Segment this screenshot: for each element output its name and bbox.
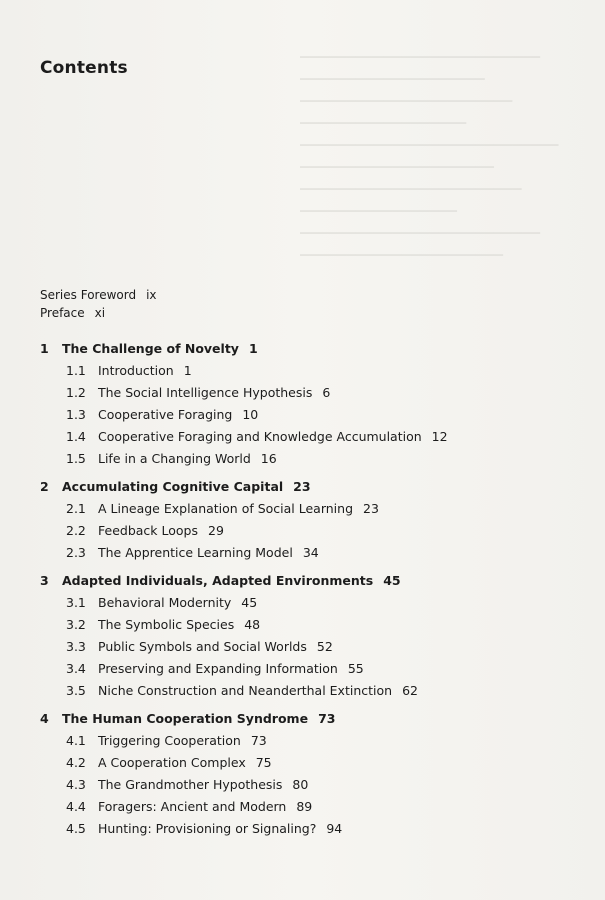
chapter-heading	[40, 708, 580, 730]
chapter-page: 45	[383, 573, 401, 588]
section-entry	[40, 636, 580, 658]
section-title: Behavioral Modernity	[98, 595, 232, 610]
section-number: 1.1	[66, 363, 86, 378]
section-title: Niche Construction and Neanderthal Extinction	[98, 683, 393, 698]
chapter-number: 2	[40, 479, 49, 494]
section-page: 48	[244, 617, 261, 632]
entry-page: xi	[94, 306, 106, 320]
chapter-entry	[40, 708, 580, 840]
section-entry	[40, 818, 580, 840]
section-title: Introduction	[98, 363, 174, 378]
section-page: 55	[347, 661, 364, 676]
entry-title: Series Foreword	[40, 288, 137, 302]
chapter-title: Adapted Individuals, Adapted Environments	[62, 573, 374, 588]
section-page: 12	[431, 429, 448, 444]
section-number: 3.5	[66, 683, 86, 698]
section-entry	[40, 680, 580, 702]
running-head	[0, 0, 605, 20]
section-title: A Cooperation Complex	[98, 755, 246, 770]
section-page: 34	[302, 545, 319, 560]
section-page: 52	[316, 639, 333, 654]
section-number: 4.2	[66, 755, 86, 770]
section-page: 23	[363, 501, 379, 516]
section-title: The Apprentice Learning Model	[98, 545, 293, 560]
section-title: Cooperative Foraging	[98, 407, 233, 422]
section-number: 2.3	[66, 545, 86, 560]
page-title: Contents	[40, 58, 128, 78]
front-matter-list	[40, 286, 157, 322]
front-matter-entry	[40, 286, 157, 304]
section-page: 73	[250, 733, 267, 748]
section-number: 1.2	[66, 385, 86, 400]
section-entry	[40, 426, 580, 448]
section-title: Triggering Cooperation	[98, 733, 241, 748]
section-title: Feedback Loops	[98, 523, 198, 538]
section-entry	[40, 360, 580, 382]
section-page: 62	[402, 683, 418, 698]
section-page: 10	[242, 407, 259, 422]
chapter-heading	[40, 476, 580, 498]
section-page: 29	[208, 523, 224, 538]
section-page: 6	[322, 385, 331, 400]
chapter-title: The Human Cooperation Syndrome	[62, 711, 309, 726]
section-number: 4.1	[66, 733, 86, 748]
chapter-title: Accumulating Cognitive Capital	[62, 479, 284, 494]
section-number: 3.4	[66, 661, 86, 676]
section-page: 45	[241, 595, 258, 610]
section-page: 94	[326, 821, 343, 836]
section-title: The Social Intelligence Hypothesis	[98, 385, 313, 400]
section-entry	[40, 752, 580, 774]
section-entry	[40, 448, 580, 470]
chapter-number: 1	[40, 341, 49, 356]
section-title: Life in a Changing World	[98, 451, 251, 466]
section-number: 1.3	[66, 407, 86, 422]
chapter-page: 73	[318, 711, 336, 726]
section-page: 80	[292, 777, 309, 792]
section-entry	[40, 382, 580, 404]
chapter-heading	[40, 338, 580, 360]
chapter-page: 1	[248, 341, 258, 356]
section-title: Cooperative Foraging and Knowledge Accumulation	[98, 429, 422, 444]
section-entry	[40, 542, 580, 564]
section-entry	[40, 614, 580, 636]
section-number: 4.3	[66, 777, 86, 792]
section-title: Foragers: Ancient and Modern	[98, 799, 287, 814]
section-number: 4.5	[66, 821, 86, 836]
section-number: 3.1	[66, 595, 86, 610]
section-page: 89	[296, 799, 313, 814]
section-number: 1.5	[66, 451, 86, 466]
section-title: A Lineage Explanation of Social Learning	[98, 501, 354, 516]
section-title: Public Symbols and Social Worlds	[98, 639, 307, 654]
chapter-heading	[40, 570, 580, 592]
chapter-number: 4	[40, 711, 49, 726]
section-number: 2.1	[66, 501, 86, 516]
section-number: 3.2	[66, 617, 86, 632]
section-entry	[40, 774, 580, 796]
section-title: The Grandmother Hypothesis	[98, 777, 283, 792]
show-through-texture: ▁▁▁▁▁▁▁▁▁▁▁▁▁▁▁▁▁▁▁▁▁▁▁▁▁▁ ▁▁▁▁▁▁▁▁▁▁▁▁▁▁▁▁▁▁▁▁ ▁▁▁▁▁▁▁▁▁▁▁▁▁▁▁▁▁▁▁▁▁▁▁ ▁▁▁▁▁▁▁▁▁▁▁▁▁▁▁▁▁▁ ▁▁▁▁▁▁▁▁▁▁▁▁▁▁▁▁▁▁▁▁▁▁▁▁▁▁▁▁ ▁▁▁▁▁▁▁▁▁▁▁▁▁▁▁▁▁▁▁▁▁ ▁▁▁▁▁▁▁▁▁▁▁▁▁▁▁▁▁▁▁▁▁▁▁▁ ▁▁▁▁▁▁▁▁▁▁▁▁▁▁▁▁▁ ▁▁▁▁▁▁▁▁▁▁▁▁▁▁▁▁▁▁▁▁▁▁▁▁▁▁ ▁▁▁▁▁▁▁▁▁▁▁▁▁▁▁▁▁▁▁▁▁▁	[300, 44, 559, 256]
section-page: 1	[183, 363, 192, 378]
section-entry	[40, 404, 580, 426]
section-number: 3.3	[66, 639, 86, 654]
section-page: 16	[260, 451, 277, 466]
section-entry	[40, 592, 580, 614]
chapter-entry	[40, 476, 580, 564]
front-matter-entry	[40, 304, 157, 322]
table-of-contents	[40, 338, 580, 840]
section-entry	[40, 658, 580, 680]
section-entry	[40, 730, 580, 752]
section-number: 2.2	[66, 523, 86, 538]
section-entry	[40, 796, 580, 818]
section-page: 75	[255, 755, 272, 770]
entry-title: Preface	[40, 306, 85, 320]
entry-page: ix	[146, 288, 157, 302]
chapter-page: 23	[293, 479, 311, 494]
chapter-entry	[40, 570, 580, 702]
section-title: Preserving and Expanding Information	[98, 661, 338, 676]
section-entry	[40, 498, 580, 520]
section-entry	[40, 520, 580, 542]
section-number: 1.4	[66, 429, 86, 444]
chapter-entry	[40, 338, 580, 470]
chapter-number: 3	[40, 573, 49, 588]
chapter-title: The Challenge of Novelty	[62, 341, 239, 356]
section-number: 4.4	[66, 799, 86, 814]
section-title: Hunting: Provisioning or Signaling?	[98, 821, 317, 836]
section-title: The Symbolic Species	[98, 617, 235, 632]
